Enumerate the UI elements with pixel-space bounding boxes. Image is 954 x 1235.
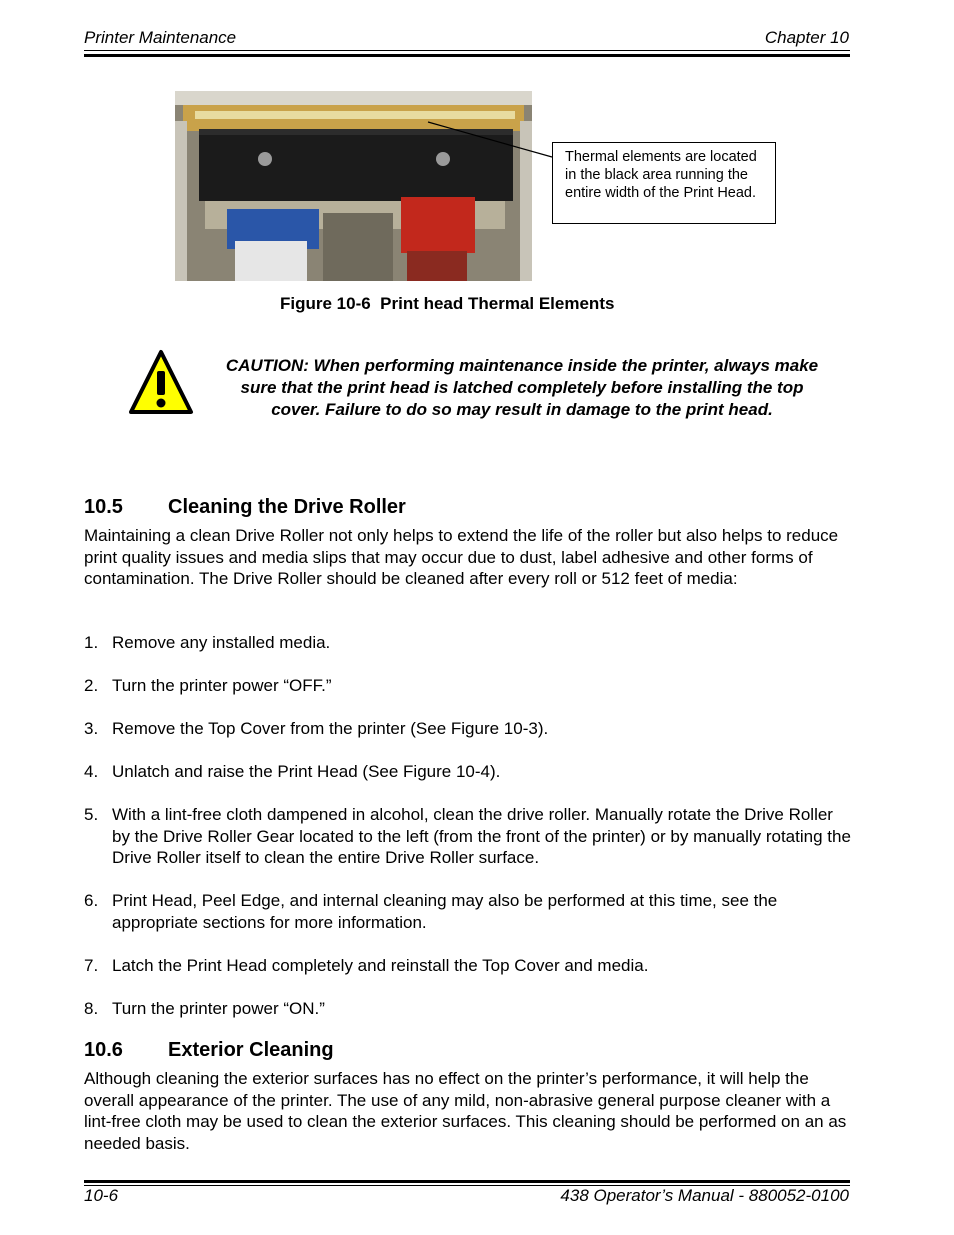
step-text: Turn the printer power “OFF.” bbox=[112, 676, 332, 695]
section-intro-paragraph: Maintaining a clean Drive Roller not only helps to extend the life of the roller but also helps to reduce print quality issues and media slips that may occur due to dust, label adhesive and other forms of contamination. The Drive Roller should be cleaned after every roll or 512 feet of media: bbox=[84, 526, 839, 588]
step-text: With a lint-free cloth dampened in alcohol, clean the drive roller. Manually rotate the Drive Roller by the Drive Roller Gear located to the left (from the front of the printer) or by manually rotating the Drive Roller itself to clean the entire Drive Roller surface. bbox=[112, 805, 851, 867]
section-heading bbox=[84, 496, 406, 519]
figure-callout-text: Thermal elements are located in the black area running the entire width of the Print Head. bbox=[552, 142, 776, 224]
list-item bbox=[84, 718, 854, 740]
header-chapter-title: Printer Maintenance bbox=[84, 28, 237, 47]
step-number: 6. bbox=[84, 891, 99, 910]
figure-caption: Figure 10-6 Print head Thermal Elements bbox=[280, 294, 615, 313]
header-rule-thick bbox=[84, 54, 850, 57]
step-number: 7. bbox=[84, 956, 99, 975]
list-item bbox=[84, 998, 854, 1020]
section-heading bbox=[84, 1039, 334, 1062]
caution-text: CAUTION: When performing maintenance inside the printer, always make sure that the print head is latched completely before installing the top cover. Failure to do so may result in damage to the print head. bbox=[225, 356, 819, 419]
manual-title: 438 Operator’s Manual - 880052-0100 bbox=[560, 1186, 849, 1205]
step-number: 2. bbox=[84, 676, 99, 695]
list-item bbox=[84, 761, 854, 783]
warning-triangle-icon bbox=[128, 349, 194, 415]
header-chapter-number: Chapter 10 bbox=[764, 28, 849, 47]
section-title: Exterior Cleaning bbox=[168, 1039, 334, 1061]
step-number: 8. bbox=[84, 999, 99, 1018]
step-number: 5. bbox=[84, 805, 99, 824]
list-item bbox=[84, 632, 854, 654]
section-number: 10.5 bbox=[84, 496, 123, 518]
section-number: 10.6 bbox=[84, 1039, 123, 1061]
step-text: Print Head, Peel Edge, and internal cleaning may also be performed at this time, see the appropriate sections for more information. bbox=[112, 891, 778, 932]
footer-rule-thick bbox=[84, 1180, 850, 1183]
step-number: 3. bbox=[84, 719, 99, 738]
print-head-photo bbox=[175, 91, 532, 281]
header-rule-thin bbox=[84, 50, 850, 51]
section-body-paragraph: Although cleaning the exterior surfaces has no effect on the printer’s performance, it will help the overall appearance of the printer. The use of any mild, non-abrasive general purpose cleaner with a lint-free cloth may be used to clean the exterior surfaces. This cleaning should be performed on an as needed basis. bbox=[84, 1069, 847, 1153]
step-text: Remove any installed media. bbox=[112, 633, 331, 652]
section-title: Cleaning the Drive Roller bbox=[168, 496, 406, 518]
step-number: 4. bbox=[84, 762, 99, 781]
step-text: Turn the printer power “ON.” bbox=[112, 999, 325, 1018]
list-item bbox=[84, 890, 854, 933]
page-number: 10-6 bbox=[84, 1186, 119, 1205]
list-item bbox=[84, 675, 854, 697]
list-item bbox=[84, 955, 854, 977]
step-text: Remove the Top Cover from the printer (See Figure 10-3). bbox=[112, 719, 549, 738]
step-text: Latch the Print Head completely and reinstall the Top Cover and media. bbox=[112, 956, 649, 975]
list-item bbox=[84, 804, 854, 869]
step-number: 1. bbox=[84, 633, 99, 652]
step-text: Unlatch and raise the Print Head (See Figure 10-4). bbox=[112, 762, 501, 781]
